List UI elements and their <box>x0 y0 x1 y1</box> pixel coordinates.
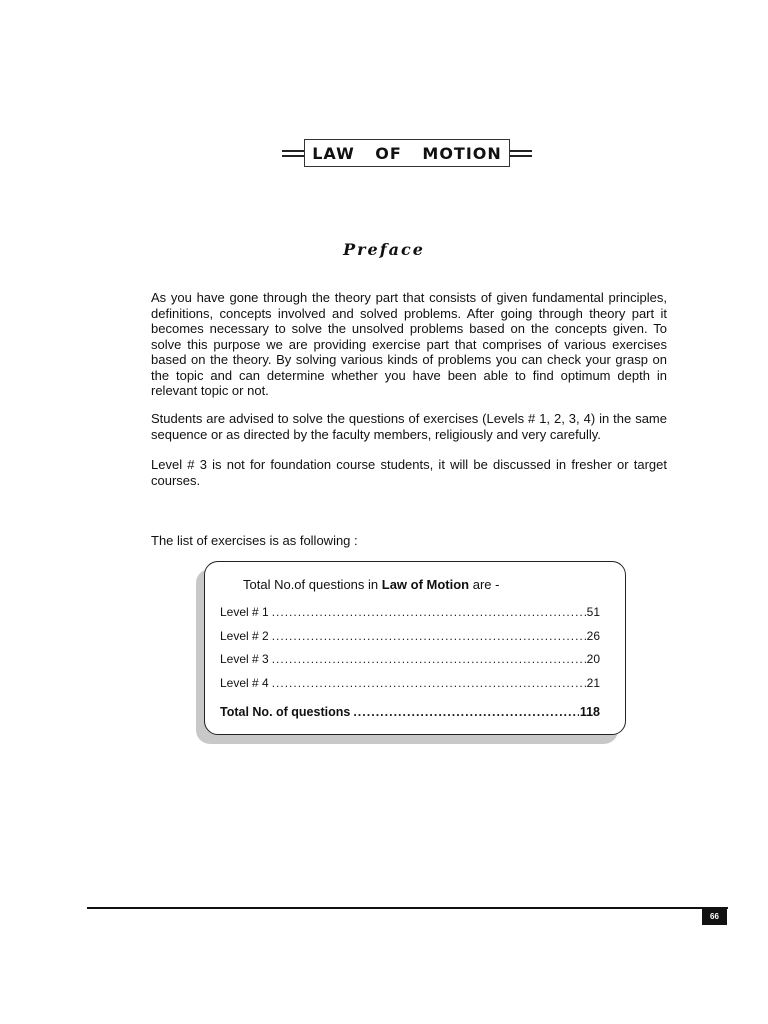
title-rule-right <box>510 150 532 157</box>
level3-note-paragraph: Level # 3 is not for foundation course students, it will be discussed in fresher or target courses. <box>151 457 667 488</box>
chapter-title-banner <box>282 139 532 169</box>
dot-leader <box>272 676 586 690</box>
level-count: 21 <box>586 676 600 690</box>
total-row <box>220 705 600 719</box>
title-rule-left <box>282 150 304 157</box>
total-count: 118 <box>579 705 600 719</box>
dot-leader <box>353 705 579 719</box>
advice-paragraph: Students are advised to solve the questions of exercises (Levels # 1, 2, 3, 4) in the same sequence or as directed by the faculty members, religiously and very carefully. <box>151 411 667 442</box>
preface-heading: Preface <box>343 240 425 259</box>
footer-rule <box>87 907 728 909</box>
level-row-3 <box>220 652 600 666</box>
summary-heading: Total No.of questions in Law of Motion are - <box>243 577 500 592</box>
page-number: 66 <box>702 908 727 925</box>
intro-paragraph: As you have gone through the theory part that consists of given fundamental principles, definitions, concepts involved and solved problems. After going through theory part it becomes necessary to solve the unsolved problems based on the concepts given. To solve this purpose we are providing exercise part that comprises of various exercises based on the theory. By solving various kinds of problems you can check your grasp on the topic and can determine whether you have been able to find optimum depth in relevant topic or not. <box>151 290 667 398</box>
total-label: Total No. of questions <box>220 705 351 719</box>
level-row-1 <box>220 605 600 619</box>
dot-leader <box>272 605 586 619</box>
level-count: 26 <box>586 629 600 643</box>
list-intro: The list of exercises is as following : <box>151 533 358 548</box>
dot-leader <box>272 629 586 643</box>
level-label: Level # 1 <box>220 605 269 619</box>
summary-subject: Law of Motion <box>381 577 470 592</box>
level-label: Level # 3 <box>220 652 269 666</box>
level-label: Level # 2 <box>220 629 269 643</box>
level-count: 20 <box>586 652 600 666</box>
dot-leader <box>272 652 586 666</box>
level-row-2 <box>220 629 600 643</box>
level-count: 51 <box>586 605 600 619</box>
level-label: Level # 4 <box>220 676 269 690</box>
question-summary-box <box>204 561 626 735</box>
level-row-4 <box>220 676 600 690</box>
chapter-title: LAW OF MOTION <box>304 139 510 167</box>
